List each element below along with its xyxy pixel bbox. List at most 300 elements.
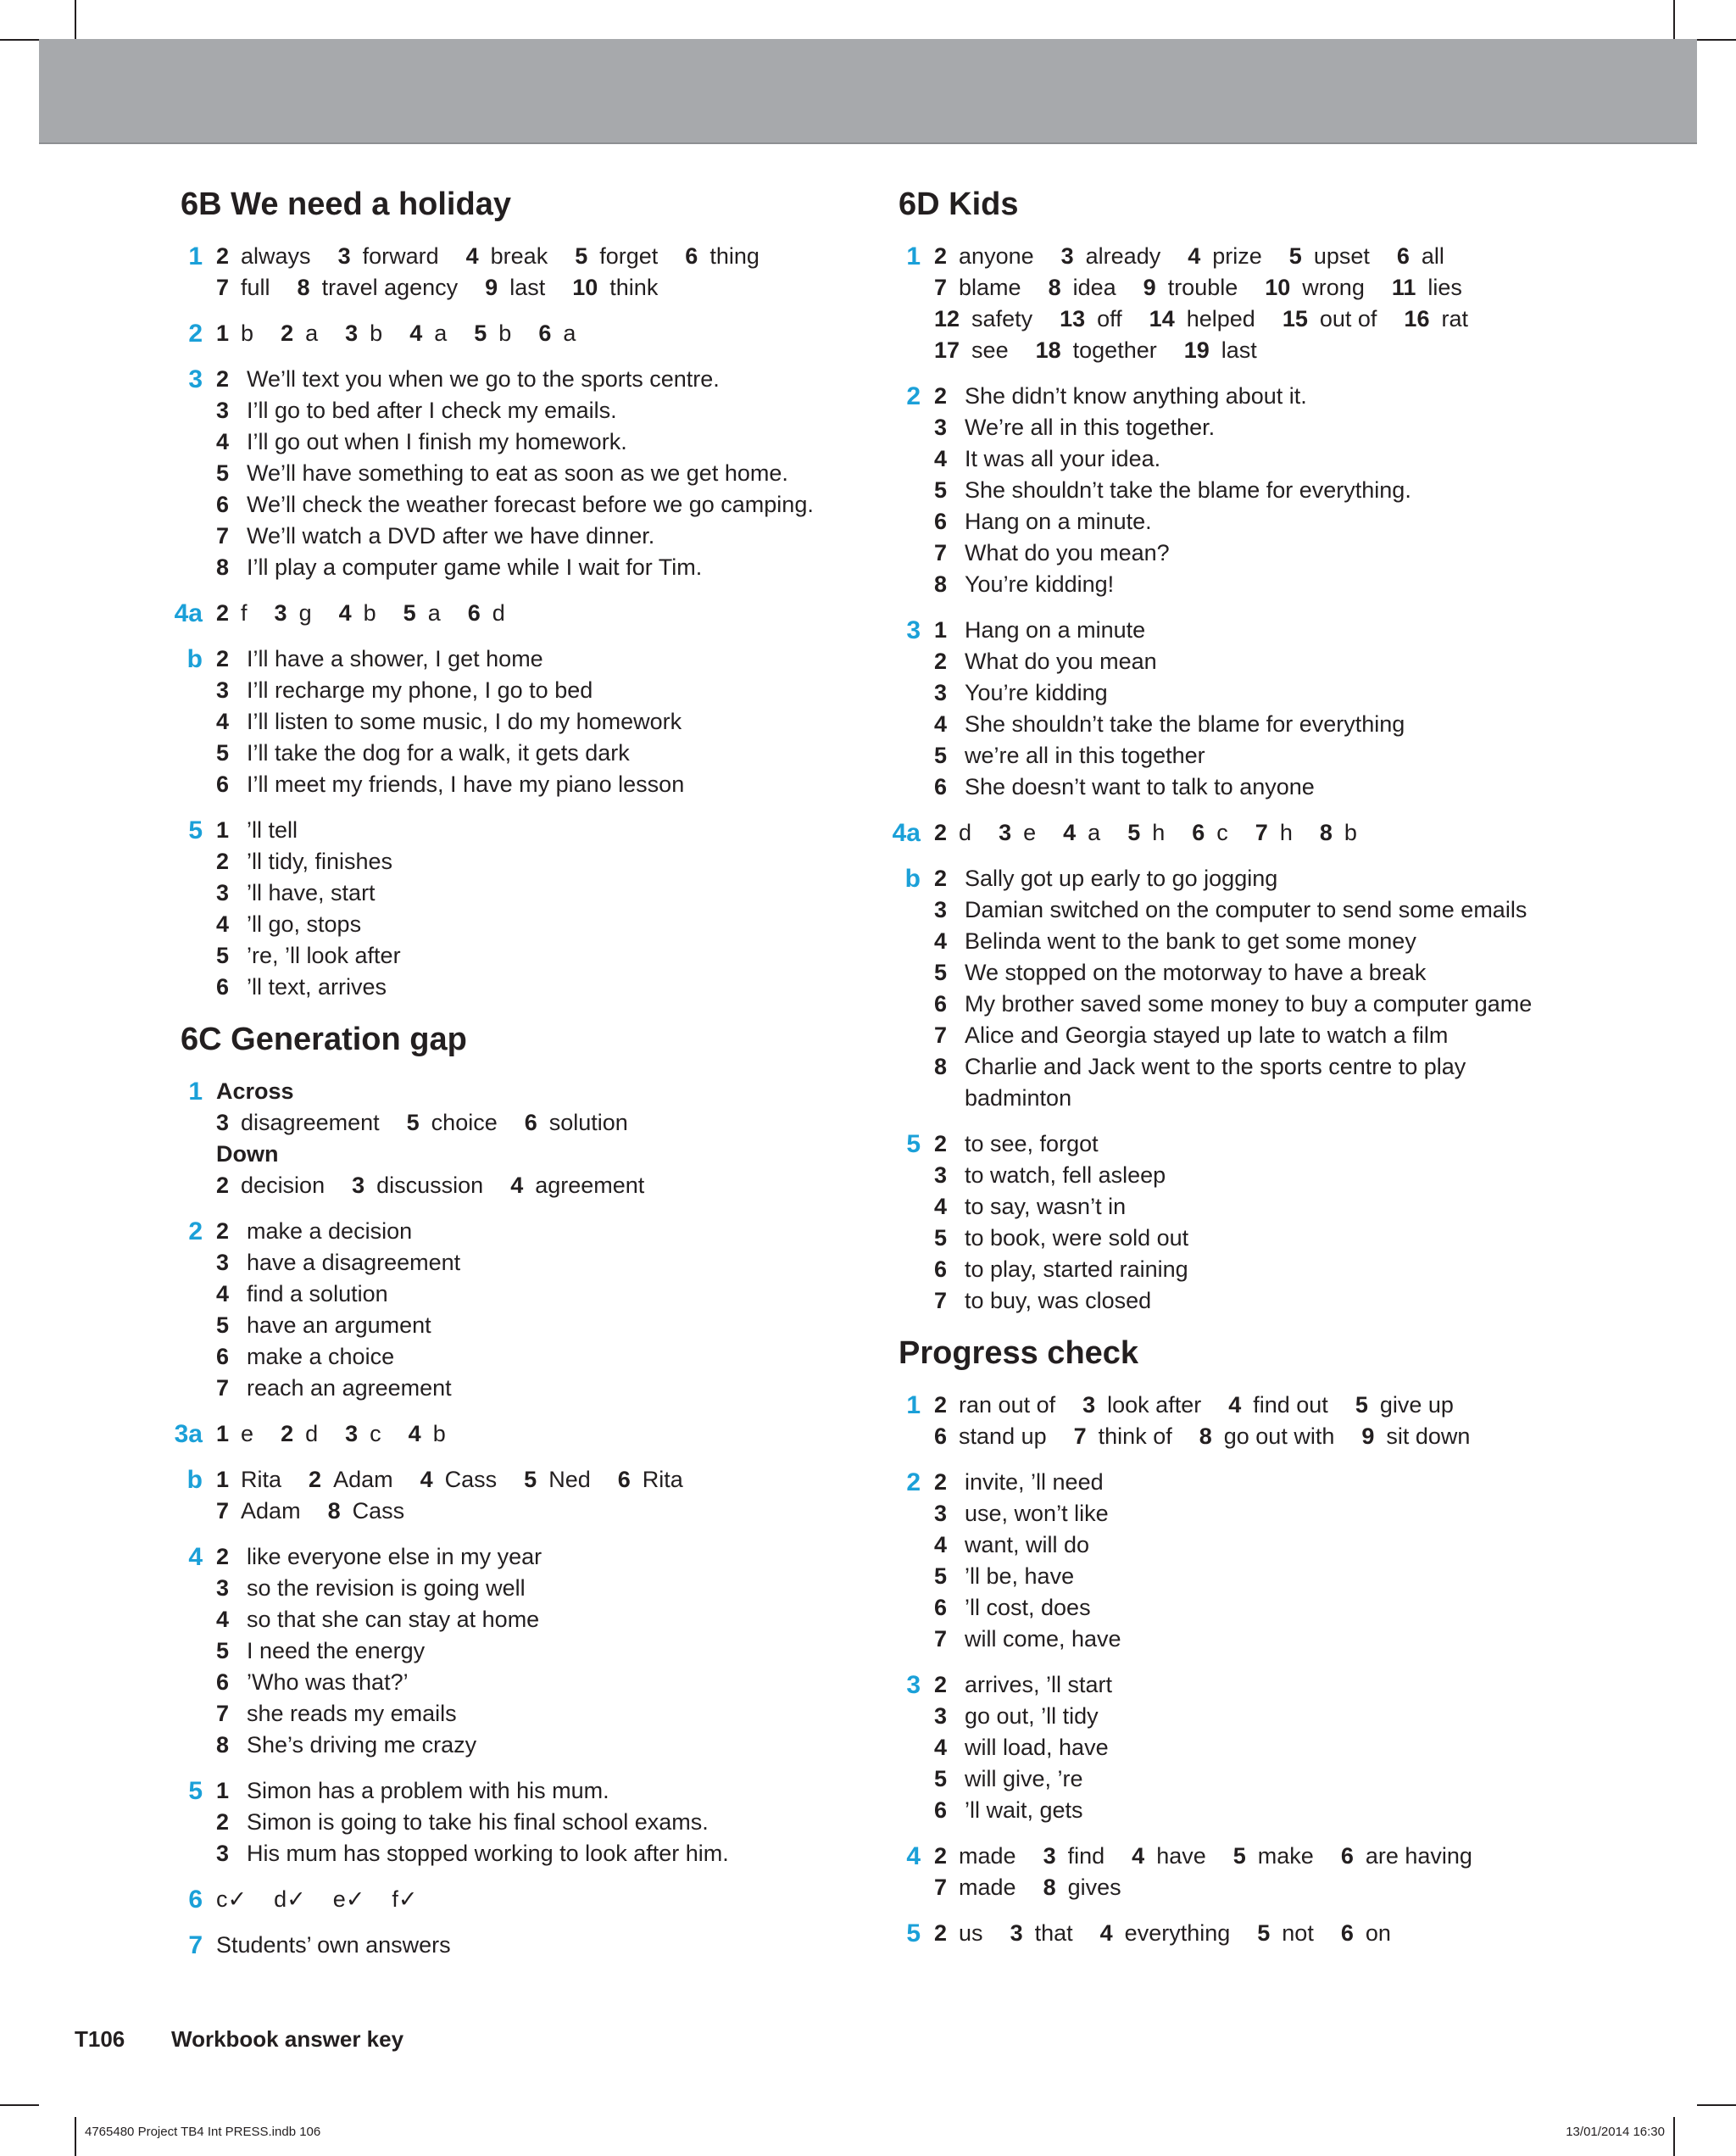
item-number: 5 <box>216 1638 230 1663</box>
item-answer: prize <box>1212 243 1262 269</box>
item-number: 1 <box>216 1778 230 1803</box>
exercise <box>900 1390 1595 1452</box>
item-number: 3 <box>274 600 287 626</box>
item-number: 6 <box>1396 243 1410 269</box>
answer-item <box>352 1170 483 1201</box>
item-number: 2 <box>216 243 230 269</box>
item-number: 1 <box>216 1421 230 1446</box>
answer-item <box>1341 1918 1391 1949</box>
item-number: 9 <box>1361 1423 1375 1449</box>
item-answer: I’ll go to bed after I check my emails. <box>247 398 617 423</box>
item-number: 3 <box>934 1501 948 1526</box>
item-answer: choice <box>431 1110 498 1135</box>
answer-item <box>934 335 1009 366</box>
answer-item <box>333 1884 365 1915</box>
answer-item <box>1036 335 1157 366</box>
header-band <box>39 39 1697 142</box>
answer-line <box>216 909 877 940</box>
answer-item <box>216 1464 281 1496</box>
item-number: 4 <box>1132 1843 1145 1869</box>
answer-line <box>934 1160 1595 1191</box>
item-number: 4 <box>1099 1920 1113 1946</box>
answer-row <box>216 1170 877 1201</box>
item-answer: wrong <box>1302 275 1365 300</box>
answer-item <box>1320 817 1357 849</box>
item-answer: We’ll have something to eat as soon as we get home. <box>247 460 788 486</box>
item-number: 3 <box>1060 243 1074 269</box>
answer-line <box>216 877 877 909</box>
item-answer: h <box>1152 820 1166 845</box>
exercise <box>182 241 877 304</box>
answer-line <box>934 989 1595 1020</box>
item-answer: have <box>1156 1843 1206 1869</box>
item-number: 6 <box>1340 1843 1354 1869</box>
item-answer: rat <box>1441 306 1468 331</box>
answer-item <box>1283 304 1377 335</box>
answer-line <box>216 1341 877 1373</box>
exercise <box>174 598 877 629</box>
item-number: 6 <box>524 1110 537 1135</box>
item-number: 8 <box>1199 1423 1212 1449</box>
exercise-number: 4 <box>906 1842 921 1870</box>
item-answer: ’ll tell <box>247 817 298 843</box>
item-answer: Ned <box>548 1467 591 1492</box>
answer-item <box>1049 272 1116 304</box>
exercise <box>900 1128 1595 1317</box>
exercise <box>182 1216 877 1404</box>
item-number: 6 <box>934 1256 948 1282</box>
item-number: 2 <box>281 320 294 346</box>
item-answer: made <box>959 1843 1016 1869</box>
item-number: 7 <box>934 1875 948 1900</box>
answer-row <box>934 304 1595 335</box>
answer-line <box>934 615 1595 646</box>
item-number: 5 <box>1355 1392 1368 1418</box>
answer-line <box>934 1732 1595 1763</box>
item-answer: Hang on a minute <box>965 617 1146 643</box>
answer-line <box>934 1051 1595 1083</box>
print-date: 13/01/2014 16:30 <box>1566 2125 1665 2139</box>
exercise <box>900 381 1595 600</box>
item-number: 8 <box>216 554 230 580</box>
answer-item <box>309 1464 393 1496</box>
answer-line <box>216 1310 877 1341</box>
answer-row <box>216 272 877 304</box>
answer-item <box>685 241 760 272</box>
answer-item <box>345 318 382 349</box>
answer-item <box>934 1841 1016 1872</box>
print-slug: 4765480 Project TB4 Int PRESS.indb 106 <box>85 2125 321 2139</box>
answer-line <box>934 1020 1595 1051</box>
answer-item <box>1082 1390 1201 1421</box>
answer-item <box>420 1464 498 1496</box>
answer-line <box>934 412 1595 443</box>
exercise <box>174 1418 877 1450</box>
exercise-number: 1 <box>906 242 921 270</box>
item-answer: I need the energy <box>247 1638 426 1663</box>
answer-line <box>216 1604 877 1635</box>
item-number: 6 <box>538 320 552 346</box>
exercise <box>892 817 1595 849</box>
answer-item <box>1132 1841 1206 1872</box>
item-number: 3 <box>934 1162 948 1188</box>
answer-row <box>934 1872 1595 1903</box>
exercise <box>900 615 1595 803</box>
item-answer: last <box>509 275 546 300</box>
item-answer: f✓ <box>392 1886 418 1912</box>
item-answer: Sally got up early to go jogging <box>965 866 1278 891</box>
item-answer: travel agency <box>321 275 459 300</box>
crop-mark <box>75 2117 76 2156</box>
answer-line <box>934 772 1595 803</box>
answer-item <box>1397 241 1444 272</box>
item-number: 3 <box>216 1575 230 1601</box>
answer-item <box>1100 1918 1231 1949</box>
exercise-number: 1 <box>906 1391 921 1419</box>
answer-item <box>934 304 1032 335</box>
item-answer: a <box>1088 820 1101 845</box>
answer-line <box>934 1561 1595 1592</box>
item-answer: His mum has stopped working to look after him. <box>247 1841 729 1866</box>
answer-text: Students’ own answers <box>216 1932 451 1958</box>
answer-line <box>934 646 1595 677</box>
answer-line <box>216 521 877 552</box>
answer-item <box>1063 817 1100 849</box>
item-answer: b <box>1344 820 1357 845</box>
item-answer: a <box>427 600 441 626</box>
item-answer: not <box>1282 1920 1314 1946</box>
answer-row <box>934 1390 1595 1421</box>
item-number: 14 <box>1149 306 1175 331</box>
answer-line <box>934 1285 1595 1317</box>
item-number: 3 <box>345 1421 359 1446</box>
item-number: 7 <box>934 275 948 300</box>
answer-line <box>216 846 877 877</box>
item-number: 8 <box>1043 1875 1056 1900</box>
item-number: 1 <box>216 1467 230 1492</box>
item-number: 5 <box>1288 243 1302 269</box>
item-number: 10 <box>1265 275 1291 300</box>
item-number: 2 <box>216 1544 230 1569</box>
item-answer: Simon is going to take his final school exams. <box>247 1809 709 1835</box>
exercise <box>182 1464 877 1527</box>
exercise-number: 6 <box>188 1886 203 1914</box>
crop-mark <box>1697 2104 1736 2106</box>
item-answer: to buy, was closed <box>965 1288 1152 1313</box>
answer-line <box>934 957 1595 989</box>
answer-line <box>934 863 1595 894</box>
item-number: 5 <box>1257 1920 1271 1946</box>
item-answer: blame <box>959 275 1021 300</box>
item-number: 6 <box>216 1344 230 1369</box>
item-number: 3 <box>345 320 359 346</box>
item-answer: anyone <box>959 243 1034 269</box>
answer-line <box>934 1254 1595 1285</box>
item-answer: My brother saved some money to buy a computer game <box>965 991 1533 1017</box>
item-number: 6 <box>216 492 230 517</box>
answer-line <box>216 1541 877 1573</box>
answer-item <box>1392 272 1462 304</box>
answer-item <box>298 272 459 304</box>
exercise-number: 3 <box>906 1671 921 1699</box>
item-number: 8 <box>934 571 948 597</box>
answer-item <box>1149 304 1255 335</box>
answer-item <box>409 318 447 349</box>
footer-title: Workbook answer key <box>171 2026 404 2052</box>
answer-item <box>216 272 270 304</box>
answer-item <box>216 318 253 349</box>
item-number: 8 <box>297 275 310 300</box>
exercise <box>182 1076 877 1201</box>
item-answer: us <box>959 1920 983 1946</box>
item-number: 5 <box>406 1110 420 1135</box>
answer-line <box>216 706 877 738</box>
item-answer: disagreement <box>241 1110 380 1135</box>
item-answer: We’ll watch a DVD after we have dinner. <box>247 523 655 549</box>
item-answer: You’re kidding! <box>965 571 1115 597</box>
answer-line <box>934 1128 1595 1160</box>
item-answer: I’ll have a shower, I get home <box>247 646 543 671</box>
exercise <box>182 1541 877 1761</box>
item-answer: b <box>432 1421 446 1446</box>
item-answer: We’ll check the weather forecast before we go camping. <box>247 492 814 517</box>
item-number: 2 <box>934 243 948 269</box>
answer-item <box>1192 817 1228 849</box>
item-answer: She doesn’t want to talk to anyone <box>965 774 1315 799</box>
answer-line <box>934 1701 1595 1732</box>
item-number: 6 <box>1340 1920 1354 1946</box>
item-number: 2 <box>934 820 948 845</box>
answer-item <box>1257 1918 1314 1949</box>
answer-item <box>1199 1421 1335 1452</box>
answer-line <box>216 1807 877 1838</box>
item-number: 4 <box>510 1173 524 1198</box>
item-number: 3 <box>216 1250 230 1275</box>
answer-item <box>407 1107 498 1139</box>
item-number: 3 <box>1082 1392 1096 1418</box>
item-number: 4 <box>216 709 230 734</box>
item-number: 1 <box>216 817 230 843</box>
answer-line <box>216 1216 877 1247</box>
item-number: 2 <box>934 383 948 409</box>
answer-item <box>466 241 548 272</box>
exercise-number: 5 <box>188 816 203 844</box>
item-number: 4 <box>420 1467 433 1492</box>
item-number: 12 <box>934 306 960 331</box>
item-number: 7 <box>934 1288 948 1313</box>
answer-line <box>934 1191 1595 1223</box>
item-answer: ’ll have, start <box>247 880 376 905</box>
item-answer: see <box>971 337 1009 363</box>
item-answer: a <box>434 320 448 346</box>
answer-line <box>216 738 877 769</box>
answer-item <box>216 1418 253 1450</box>
answer-item <box>281 318 318 349</box>
item-answer: already <box>1085 243 1161 269</box>
item-number: 2 <box>934 1131 948 1156</box>
item-answer: go out, ’ll tidy <box>965 1703 1099 1729</box>
item-number: 6 <box>685 243 698 269</box>
item-number: 4 <box>934 446 948 471</box>
item-answer: Adam <box>333 1467 393 1492</box>
answer-line <box>934 381 1595 412</box>
answer-line <box>934 443 1595 475</box>
right-column <box>892 185 1595 1964</box>
item-answer: ’ll tidy, finishes <box>247 849 393 874</box>
item-answer: c <box>370 1421 381 1446</box>
answer-item <box>999 817 1036 849</box>
item-answer: will come, have <box>965 1626 1121 1652</box>
item-answer: It was all your idea. <box>965 446 1161 471</box>
exercise <box>900 863 1595 1114</box>
item-answer: lies <box>1427 275 1462 300</box>
item-number: 7 <box>1073 1423 1087 1449</box>
item-answer: we’re all in this together <box>965 743 1205 768</box>
item-number: 5 <box>934 1766 948 1791</box>
item-answer: gives <box>1067 1875 1121 1900</box>
item-answer: c <box>1216 820 1228 845</box>
item-number: 1 <box>934 617 948 643</box>
answer-item <box>618 1464 683 1496</box>
item-answer: ran out of <box>959 1392 1056 1418</box>
item-number: 2 <box>934 1920 948 1946</box>
item-number: 5 <box>474 320 487 346</box>
crop-mark <box>75 0 76 39</box>
item-answer: stand up <box>959 1423 1047 1449</box>
answer-item <box>510 1170 644 1201</box>
item-answer: d <box>959 820 972 845</box>
item-number: 8 <box>216 1732 230 1758</box>
item-answer: find out <box>1253 1392 1328 1418</box>
item-answer: to watch, fell asleep <box>965 1162 1166 1188</box>
item-number: 5 <box>934 1563 948 1589</box>
exercise <box>182 364 877 583</box>
answer-item <box>1010 1918 1073 1949</box>
answer-row <box>216 1107 877 1139</box>
item-number: 6 <box>1192 820 1205 845</box>
answer-item <box>1404 304 1468 335</box>
answer-item <box>216 1107 380 1139</box>
item-number: 6 <box>934 1595 948 1620</box>
item-number: 2 <box>216 1218 230 1244</box>
item-answer: look after <box>1107 1392 1202 1418</box>
item-answer: d <box>492 600 505 626</box>
exercise-number: 2 <box>188 320 203 348</box>
item-number: 5 <box>575 243 588 269</box>
exercise <box>182 1884 877 1915</box>
item-answer: ’Who was that?’ <box>247 1669 409 1695</box>
item-answer: She shouldn’t take the blame for everything. <box>965 477 1411 503</box>
answer-item <box>281 1418 318 1450</box>
item-number: 6 <box>934 991 948 1017</box>
exercise-number: 1 <box>188 1078 203 1106</box>
item-answer: f <box>241 600 248 626</box>
answer-line <box>934 1624 1595 1655</box>
answer-item <box>275 598 312 629</box>
answer-line <box>934 894 1595 926</box>
item-number: 7 <box>934 540 948 565</box>
answer-item <box>934 1918 983 1949</box>
item-number: 5 <box>216 460 230 486</box>
answer-line <box>934 926 1595 957</box>
exercise-number: 4a <box>174 599 203 627</box>
answer-item <box>572 272 658 304</box>
section-title: 6C Generation gap <box>181 1022 467 1057</box>
answer-line <box>934 569 1595 600</box>
item-number: 5 <box>524 1467 537 1492</box>
answer-line <box>216 972 877 1003</box>
answer-line <box>216 1279 877 1310</box>
item-number: 4 <box>216 1607 230 1632</box>
exercise <box>182 1775 877 1869</box>
item-answer: She’s driving me crazy <box>247 1732 477 1758</box>
item-number: 7 <box>216 1375 230 1401</box>
item-answer: want, will do <box>965 1532 1090 1557</box>
item-answer: to say, wasn’t in <box>965 1194 1127 1219</box>
item-answer: We’ll text you when we go to the sports centre. <box>247 366 720 392</box>
item-answer: decision <box>241 1173 326 1198</box>
answer-line <box>934 709 1595 740</box>
answer-item <box>474 318 511 349</box>
item-answer: ’re, ’ll look after <box>247 943 401 968</box>
answer-item <box>216 1884 247 1915</box>
item-answer: ’ll cost, does <box>965 1595 1091 1620</box>
answer-row <box>934 335 1595 366</box>
answer-row <box>934 1841 1595 1872</box>
item-number: 6 <box>934 774 948 799</box>
item-number: 4 <box>1188 243 1201 269</box>
item-number: 19 <box>1183 337 1210 363</box>
item-answer: d <box>305 1421 319 1446</box>
item-answer: find <box>1067 1843 1105 1869</box>
item-answer: sit down <box>1386 1423 1471 1449</box>
answer-line <box>216 643 877 675</box>
item-number: 8 <box>1048 275 1061 300</box>
answer-item <box>934 241 1034 272</box>
exercise <box>900 1669 1595 1826</box>
answer-row <box>216 1884 877 1915</box>
answer-line <box>934 475 1595 506</box>
item-answer: so that she can stay at home <box>247 1607 540 1632</box>
item-number: 3 <box>337 243 351 269</box>
item-answer: will give, ’re <box>965 1766 1083 1791</box>
item-answer: I’ll listen to some music, I do my homework <box>247 709 682 734</box>
item-number: 3 <box>934 680 948 705</box>
item-answer: Belinda went to the bank to get some money <box>965 928 1416 954</box>
item-number: 8 <box>1319 820 1333 845</box>
item-answer: made <box>959 1875 1016 1900</box>
item-number: 4 <box>408 1421 421 1446</box>
item-answer: discussion <box>376 1173 484 1198</box>
item-answer: full <box>241 275 270 300</box>
item-answer: invite, ’ll need <box>965 1469 1104 1495</box>
item-number: 6 <box>617 1467 631 1492</box>
item-number: 5 <box>934 1225 948 1251</box>
item-number: 3 <box>934 415 948 440</box>
answer-item <box>403 598 441 629</box>
item-number: 9 <box>1143 275 1156 300</box>
item-number: 3 <box>934 897 948 922</box>
item-answer: h <box>1279 820 1293 845</box>
item-answer: What do you mean? <box>965 540 1170 565</box>
item-answer: e <box>241 1421 254 1446</box>
item-answer: make a choice <box>247 1344 395 1369</box>
item-answer: arrives, ’ll start <box>965 1672 1113 1697</box>
item-number: 3 <box>934 1703 948 1729</box>
answer-item <box>934 1421 1047 1452</box>
answer-continuation: badminton <box>965 1085 1072 1111</box>
exercise-number: 4 <box>188 1543 203 1571</box>
